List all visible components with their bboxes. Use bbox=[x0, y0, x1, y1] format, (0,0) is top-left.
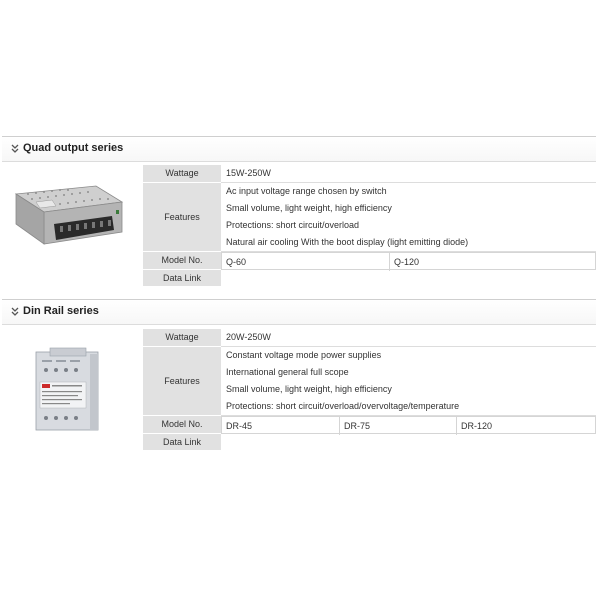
section-title: Quad output series bbox=[23, 142, 124, 154]
feature-item: Protections: short circuit/overload bbox=[226, 219, 360, 230]
wattage-label: Wattage bbox=[143, 329, 221, 346]
data-link-value bbox=[221, 270, 596, 287]
model-no-label: Model No. bbox=[143, 415, 221, 434]
din-rail-power-supply-image bbox=[28, 346, 108, 436]
quad-spec-table bbox=[143, 165, 596, 287]
wattage-value: 20W-250W bbox=[221, 329, 596, 346]
model-no-label: Model No. bbox=[143, 251, 221, 270]
model-link-q120[interactable]: Q-120 bbox=[394, 256, 420, 267]
wattage-value: 15W-250W bbox=[221, 165, 596, 182]
features-label: Features bbox=[143, 346, 221, 415]
wattage-label: Wattage bbox=[143, 165, 221, 182]
model-link-dr75[interactable]: DR-75 bbox=[340, 417, 457, 435]
data-link-label: Data Link bbox=[143, 270, 221, 287]
double-chevron-down-icon bbox=[10, 306, 20, 318]
features-list bbox=[221, 346, 596, 415]
feature-item: International general full scope bbox=[226, 366, 349, 377]
model-link-q60[interactable]: Q-60 bbox=[222, 253, 390, 271]
quad-series-header[interactable] bbox=[2, 136, 596, 162]
feature-item: Protections: short circuit/overload/overvoltage/temperature bbox=[226, 400, 460, 411]
feature-item: Small volume, light weight, high efficiency bbox=[226, 202, 392, 213]
double-chevron-down-icon bbox=[10, 143, 20, 155]
features-list bbox=[221, 182, 596, 251]
data-link-label: Data Link bbox=[143, 434, 221, 451]
section-title: Din Rail series bbox=[23, 305, 99, 317]
feature-item: Ac input voltage range chosen by switch bbox=[226, 185, 387, 196]
model-list bbox=[221, 415, 596, 434]
model-link-dr45[interactable]: DR-45 bbox=[222, 417, 340, 435]
model-link-dr120[interactable]: DR-120 bbox=[461, 420, 493, 431]
feature-item: Constant voltage mode power supplies bbox=[226, 349, 382, 360]
model-list bbox=[221, 251, 596, 270]
data-link-value bbox=[221, 434, 596, 451]
feature-item: Natural air cooling With the boot display (light emitting diode) bbox=[226, 236, 469, 247]
quad-power-supply-image bbox=[8, 180, 128, 264]
din-rail-series-header[interactable] bbox=[2, 299, 596, 325]
din-rail-spec-table bbox=[143, 329, 596, 451]
feature-item: Small volume, light weight, high efficiency bbox=[226, 383, 392, 394]
features-label: Features bbox=[143, 182, 221, 251]
